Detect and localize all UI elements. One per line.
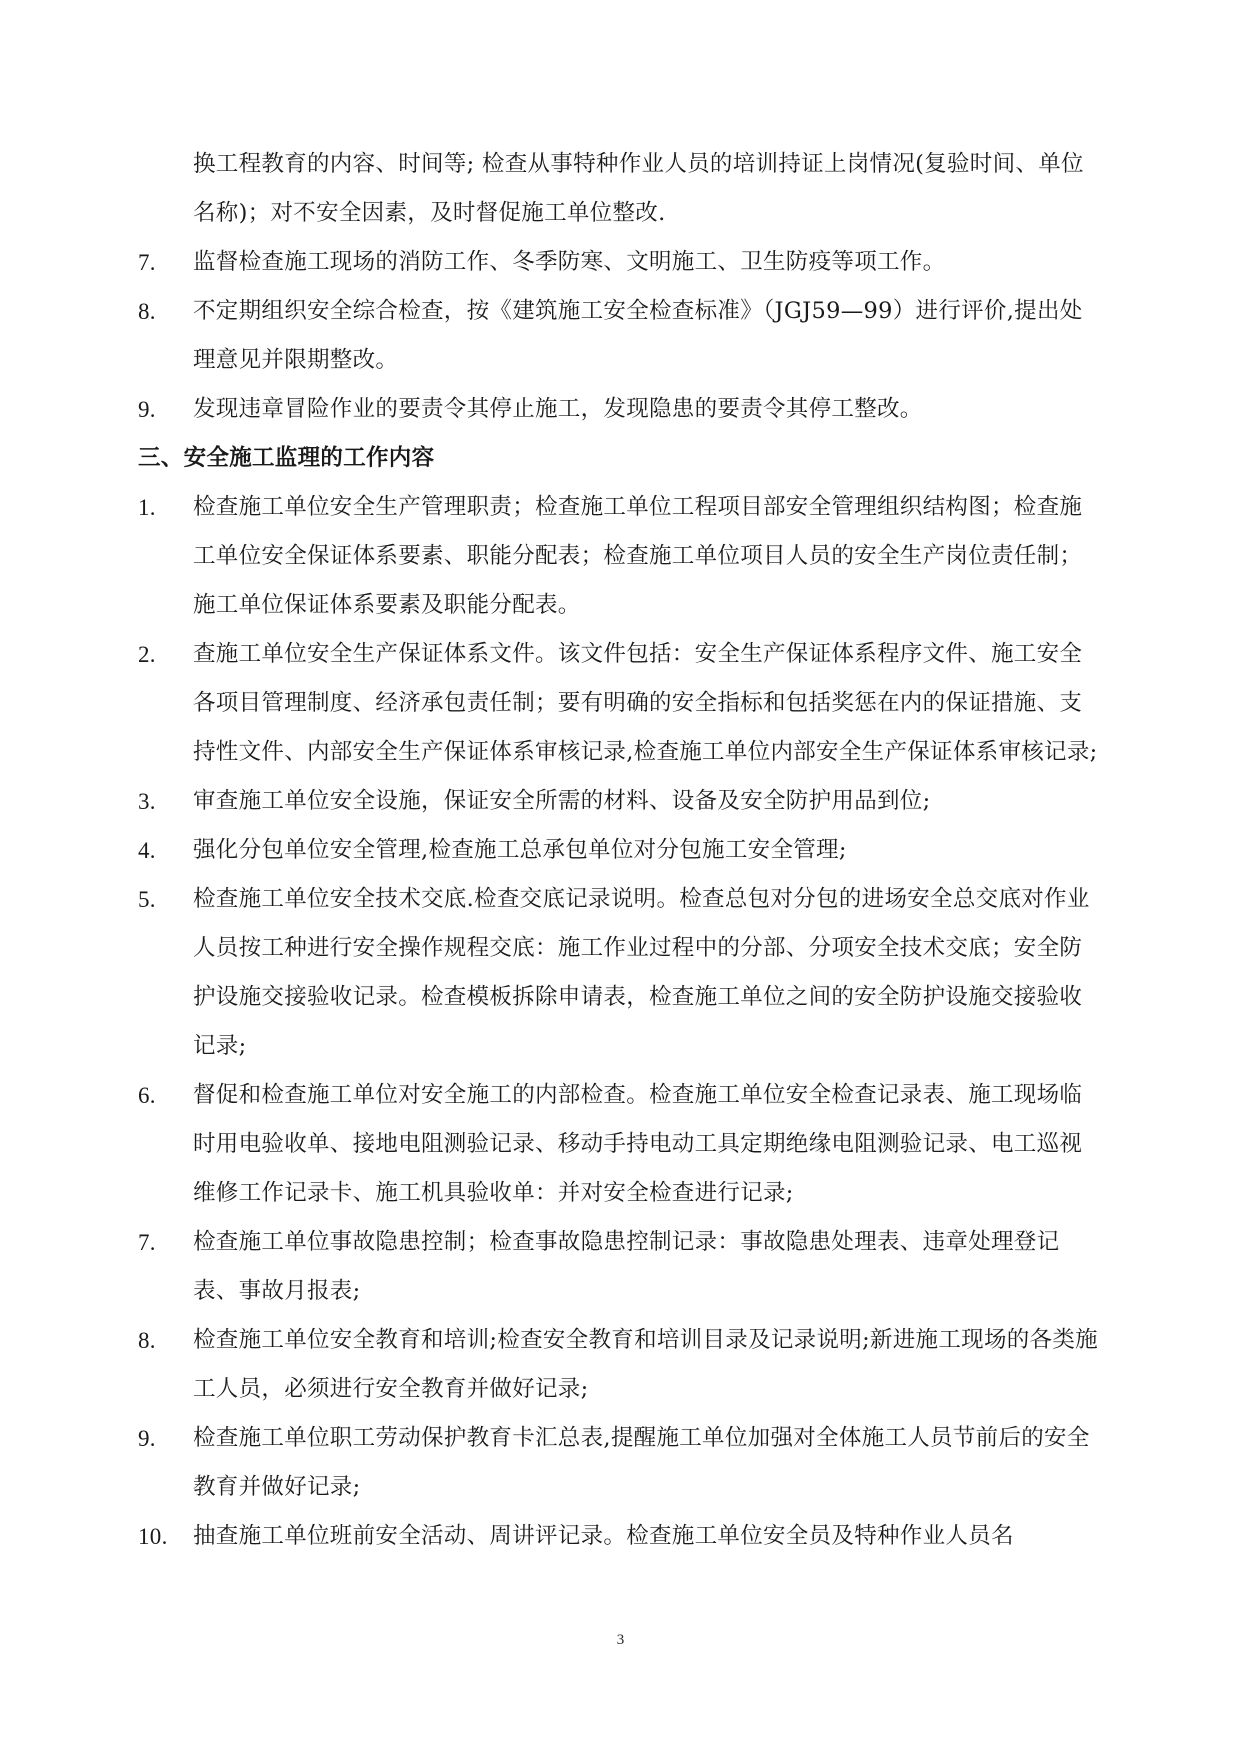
list-item-number: 8. [138,1328,156,1353]
list-item-number: 2. [138,642,156,667]
list-item-text: 审查施工单位安全设施，保证安全所需的材料、设备及安全防护用品到位; [193,788,931,814]
list-item-number: 6. [138,1083,156,1108]
list-item-number: 4. [138,838,156,863]
list-item-text: 检查施工单位事故隐患控制；检查事故隐患控制记录：事故隐患处理表、违章处理登记表、事故月报表; [193,1229,1060,1304]
section-heading: 三、安全施工监理的工作内容 [138,445,435,471]
list-item-text: 查施工单位安全生产保证体系文件。该文件包括：安全生产保证体系程序文件、施工安全各项目管理制度、经济承包责任制；要有明确的安全指标和包括奖惩在内的保证措施、支持性文件、内部安全生产保证体系审核记录,检查施工单位内部安全生产保证体系审核记录; [193,641,1098,765]
list-item-text: 监督检查施工现场的消防工作、冬季防寒、文明施工、卫生防疫等项工作。 [193,249,946,275]
list-item [138,1414,1098,1512]
list-item-number: 10. [138,1524,168,1549]
list-item [138,287,1098,385]
list-item [138,777,1098,826]
list-item-text: 检查施工单位安全教育和培训;检查安全教育和培训目录及记录说明;新进施工现场的各类施工人员，必须进行安全教育并做好记录; [193,1327,1098,1402]
list-item [138,875,1098,1071]
list-item [138,630,1098,777]
list-item-number: 5. [138,887,156,912]
continuation-paragraph: 换工程教育的内容、时间等; 检查从事特种作业人员的培训持证上岗情况(复验时间、单位名称)；对不安全因素，及时督促施工单位整改. [193,151,1084,226]
list-item [138,483,1098,630]
list-item-text: 检查施工单位安全技术交底.检查交底记录说明。检查总包对分包的进场安全总交底对作业人员按工种进行安全操作规程交底：施工作业过程中的分部、分项安全技术交底；安全防护设施交接验收记录。检查模板拆除申请表，检查施工单位之间的安全防护设施交接验收记录; [193,886,1090,1059]
list-item [138,1218,1098,1316]
list-item [138,1316,1098,1414]
list-item [138,826,1098,875]
list-item-number: 7. [138,250,156,275]
list-item [138,1512,1098,1561]
list-item-number: 8. [138,299,156,324]
list-item-number: 7. [138,1230,156,1255]
page-number: 3 [616,1632,625,1648]
list-item-text: 发现违章冒险作业的要责令其停止施工，发现隐患的要责令其停工整改。 [193,396,923,422]
list-item [138,385,1098,434]
list-item-number: 1. [138,495,156,520]
list-item-text: 抽查施工单位班前安全活动、周讲评记录。检查施工单位安全员及特种作业人员名 [193,1523,1014,1549]
list-item-text: 检查施工单位职工劳动保护教育卡汇总表,提醒施工单位加强对全体施工人员节前后的安全教育并做好记录; [193,1425,1090,1500]
list-item-number: 9. [138,397,156,422]
list-item-number: 3. [138,789,156,814]
numbered-list-work-content [138,483,1098,1561]
list-item-text: 督促和检查施工单位对安全施工的内部检查。检查施工单位安全检查记录表、施工现场临时用电验收单、接地电阻测验记录、移动手持电动工具定期绝缘电阻测验记录、电工巡视维修工作记录卡、施工机具验收单：并对安全检查进行记录; [193,1082,1083,1206]
list-item-text: 不定期组织安全综合检查，按《建筑施工安全检查标准》（JGJ59—99）进行评价,提出处理意见并限期整改。 [193,298,1083,373]
list-item-text: 检查施工单位安全生产管理职责；检查施工单位工程项目部安全管理组织结构图；检查施工单位安全保证体系要素、职能分配表；检查施工单位项目人员的安全生产岗位责任制；施工单位保证体系要素及职能分配表。 [193,494,1083,618]
list-item-text: 强化分包单位安全管理,检查施工总承包单位对分包施工安全管理; [193,837,847,863]
list-item-number: 9. [138,1426,156,1451]
document-body [138,140,1098,1561]
numbered-list-duties [138,238,1098,434]
list-item [138,1071,1098,1218]
list-item [138,238,1098,287]
